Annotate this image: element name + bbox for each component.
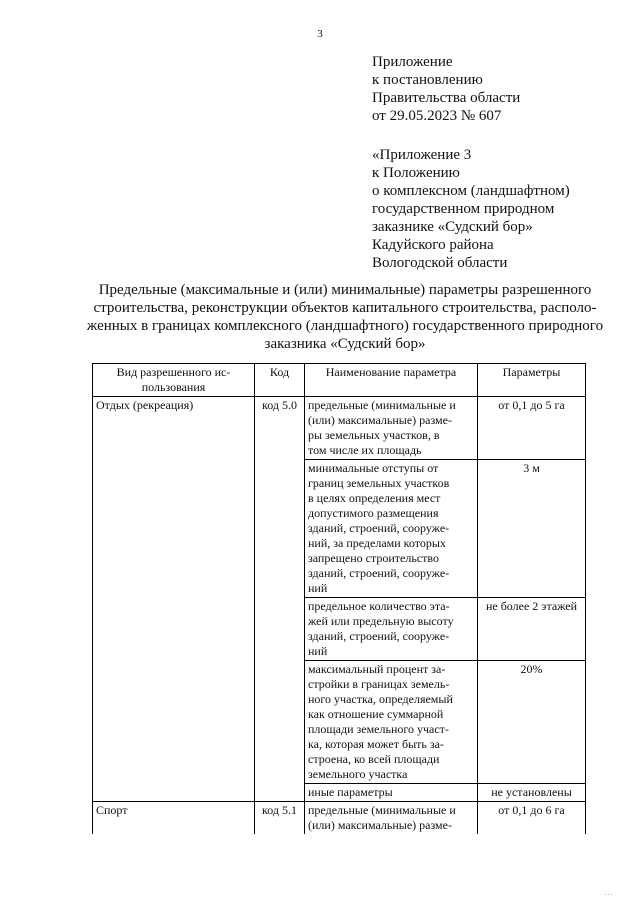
annex-ref-line: к Положению (372, 165, 460, 181)
header-use-type: Вид разрешенного ис- пользования (93, 364, 255, 397)
page-number: 3 (317, 28, 323, 40)
annex-ref-line: о комплексном (ландшафтном) (372, 183, 570, 199)
value-cell: 3 м (478, 460, 586, 598)
header-parameter-name: Наименование параметра (305, 364, 478, 397)
header-parameters: Параметры (478, 364, 586, 397)
scan-mark: . . . (604, 891, 612, 897)
annex-line: к постановлению (372, 72, 483, 88)
annex-line: Приложение (372, 54, 453, 70)
parameter-cell: предельное количество эта- жей или предельную высоту зданий, строений, сооруже- ний (305, 598, 478, 661)
parameter-cell: предельные (минимальные и (или) максимальные) разме- ры земельных участков, в том числе их площадь (305, 397, 478, 460)
annex-line: Правительства области (372, 90, 521, 106)
use-type-cell: Отдых (рекреация) (93, 397, 255, 802)
parameter-cell: минимальные отступы от границ земельных участков в целях определения мест допустимого размещения зданий, строений, сооруже- ний, за пределами которых запрещено строительство зданий, строений, сооруже- ний (305, 460, 478, 598)
parameter-cell: предельные (минимальные и (или) максимальные) разме- (305, 802, 478, 835)
annex-line: от 29.05.2023 № 607 (372, 108, 502, 124)
parameter-cell: максимальный процент за- стройки в границах земель- ного участка, определяемый как отношение суммарной площади земельного участ- ка, которая может быть за- строена, ко всей площади земельного участка (305, 661, 478, 784)
parameters-table (92, 363, 586, 834)
table-row (93, 397, 586, 460)
value-cell: от 0,1 до 5 га (478, 397, 586, 460)
code-cell: код 5.1 (255, 802, 305, 835)
annex-ref-line: «Приложение 3 (372, 147, 472, 163)
table-header-row (93, 364, 586, 397)
value-cell: не более 2 этажей (478, 598, 586, 661)
annex-reference (372, 146, 570, 272)
document-title (80, 281, 610, 353)
value-cell: 20% (478, 661, 586, 784)
title-line: заказника «Судский бор» (264, 336, 426, 352)
title-line: женных в границах комплексного (ландшафтного) государственного природного (86, 318, 604, 334)
annex-header (372, 53, 520, 125)
annex-ref-line: государственном природном (372, 201, 555, 217)
use-type-cell: Спорт (93, 802, 255, 835)
code-cell: код 5.0 (255, 397, 305, 802)
annex-ref-line: Вологодской области (372, 255, 508, 271)
annex-ref-line: Кадуйского района (372, 237, 494, 253)
parameter-cell: иные параметры (305, 784, 478, 802)
table-row (93, 802, 586, 835)
title-line: строительства, реконструкции объектов капитального строительства, располо- (93, 300, 597, 316)
title-line: Предельные (максимальные и (или) минимальные) параметры разрешенного (98, 282, 592, 298)
annex-ref-line: заказнике «Судский бор» (372, 219, 533, 235)
value-cell: не установлены (478, 784, 586, 802)
header-code: Код (255, 364, 305, 397)
value-cell: от 0,1 до 6 га (478, 802, 586, 835)
